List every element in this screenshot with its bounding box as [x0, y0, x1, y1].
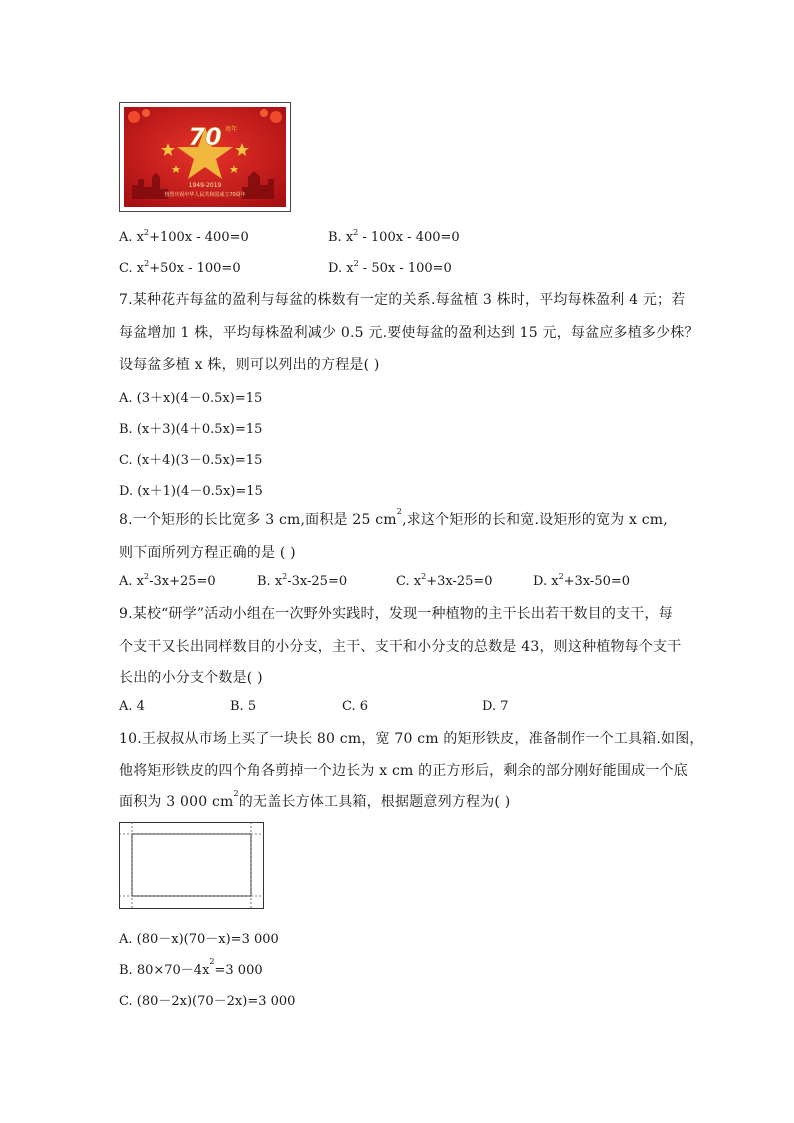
q10-stem-line-1: 10.王叔叔从市场上买了一块长 80 cm，宽 70 cm 的矩形铁皮，准备制作一个工具箱.如图，: [119, 731, 704, 747]
q9-stem-line-3: 长出的小分支个数是( ): [119, 670, 263, 686]
anniversary-image: [124, 107, 286, 207]
q7-option-c: C. (x＋4)(3－0.5x)=15: [119, 453, 263, 468]
q8-option-c: C. $x^2+3x-25=0$: [396, 572, 493, 589]
q9-stem-line-2: 个支干又长出同样数目的小分支，主干、支干和小分支的总数是 43，则这种植物每个支干: [119, 639, 682, 655]
q10-option-b: B. $80\times 70-4x^2=3$ 000: [119, 957, 263, 978]
q6-option-d: D. $x^2 - 50x - 100=0$: [328, 259, 452, 276]
q7-stem-line-3: 设每盆多植 x 株，则可以列出的方程是( ): [119, 357, 380, 373]
q6-option-b: B. $x^2 - 100x - 400=0$: [328, 228, 460, 245]
q10-stem-line-2: 他将矩形铁皮的四个角各剪掉一个边长为 x cm 的正方形后，剩余的部分刚好能围成一个底: [119, 763, 688, 779]
q7-stem-line-1: 7.某种花卉每盆的盈利与每盆的株数有一定的关系.每盆植 3 株时，平均每株盈利 4 元；若: [119, 292, 686, 308]
anniversary-mark: 周年: [225, 126, 238, 133]
q8-stem-line-1: 8.一个矩形的长比宽多 3 cm,面积是 25 $cm^2$,求这个矩形的长和宽.设矩形的宽为 x cm,: [119, 507, 668, 528]
q10-stem-line-3: 面积为 3 000 $cm^2$的无盖长方体工具箱，根据题意列方程为( ): [119, 789, 511, 810]
q9-option-a: A. 4: [119, 699, 145, 714]
q8-stem-line-2: 则下面所列方程正确的是 ( ): [119, 545, 296, 561]
q7-option-d: D. (x＋1)(4－0.5x)=15: [119, 484, 263, 499]
q8-option-d: D. $x^2+3x-50=0$: [533, 572, 631, 589]
q9-option-c: C. 6: [342, 699, 369, 714]
q8-option-a: A. $x^2-3x+25=0$: [119, 572, 216, 589]
anniversary-years: 1949-2019: [188, 182, 222, 189]
anniversary-caption: 热烈庆祝中华人民共和国成立70周年: [164, 192, 246, 198]
anniversary-picture: [119, 102, 291, 212]
q9-stem-line-1: 9.某校“研学”活动小组在一次野外实践时，发现一种植物的主干长出若干数目的支干，每: [119, 606, 673, 622]
q7-option-b: B. (x＋3)(4＋0.5x)=15: [119, 422, 263, 437]
q6-option-a: A. $x^2+100x - 400=0$: [119, 228, 249, 245]
q6-option-c: C. $x^2+50x - 100=0$: [119, 259, 241, 276]
box-base-outline: [132, 834, 251, 896]
q7-stem-line-2: 每盆增加 1 株，平均每株盈利减少 0.5 元.要使每盆的盈利达到 15 元，每盆应多植多少株？: [119, 325, 699, 341]
lantern-icon: [270, 111, 282, 123]
q7-option-a: A. (3＋x)(4－0.5x)=15: [119, 391, 263, 406]
tin-sheet-diagram: [119, 822, 265, 914]
anniversary-number: 70: [188, 123, 222, 151]
q9-option-d: D. 7: [482, 699, 509, 714]
q9-option-b: B. 5: [230, 699, 257, 714]
q8-option-b: B. $x^2-3x-25=0$: [257, 572, 348, 589]
lantern-icon: [128, 111, 140, 123]
q10-option-a: A. (80－x)(70－x)=3 000: [119, 932, 279, 947]
q10-option-c: C. (80－2x)(70－2x)=3 000: [119, 994, 296, 1009]
